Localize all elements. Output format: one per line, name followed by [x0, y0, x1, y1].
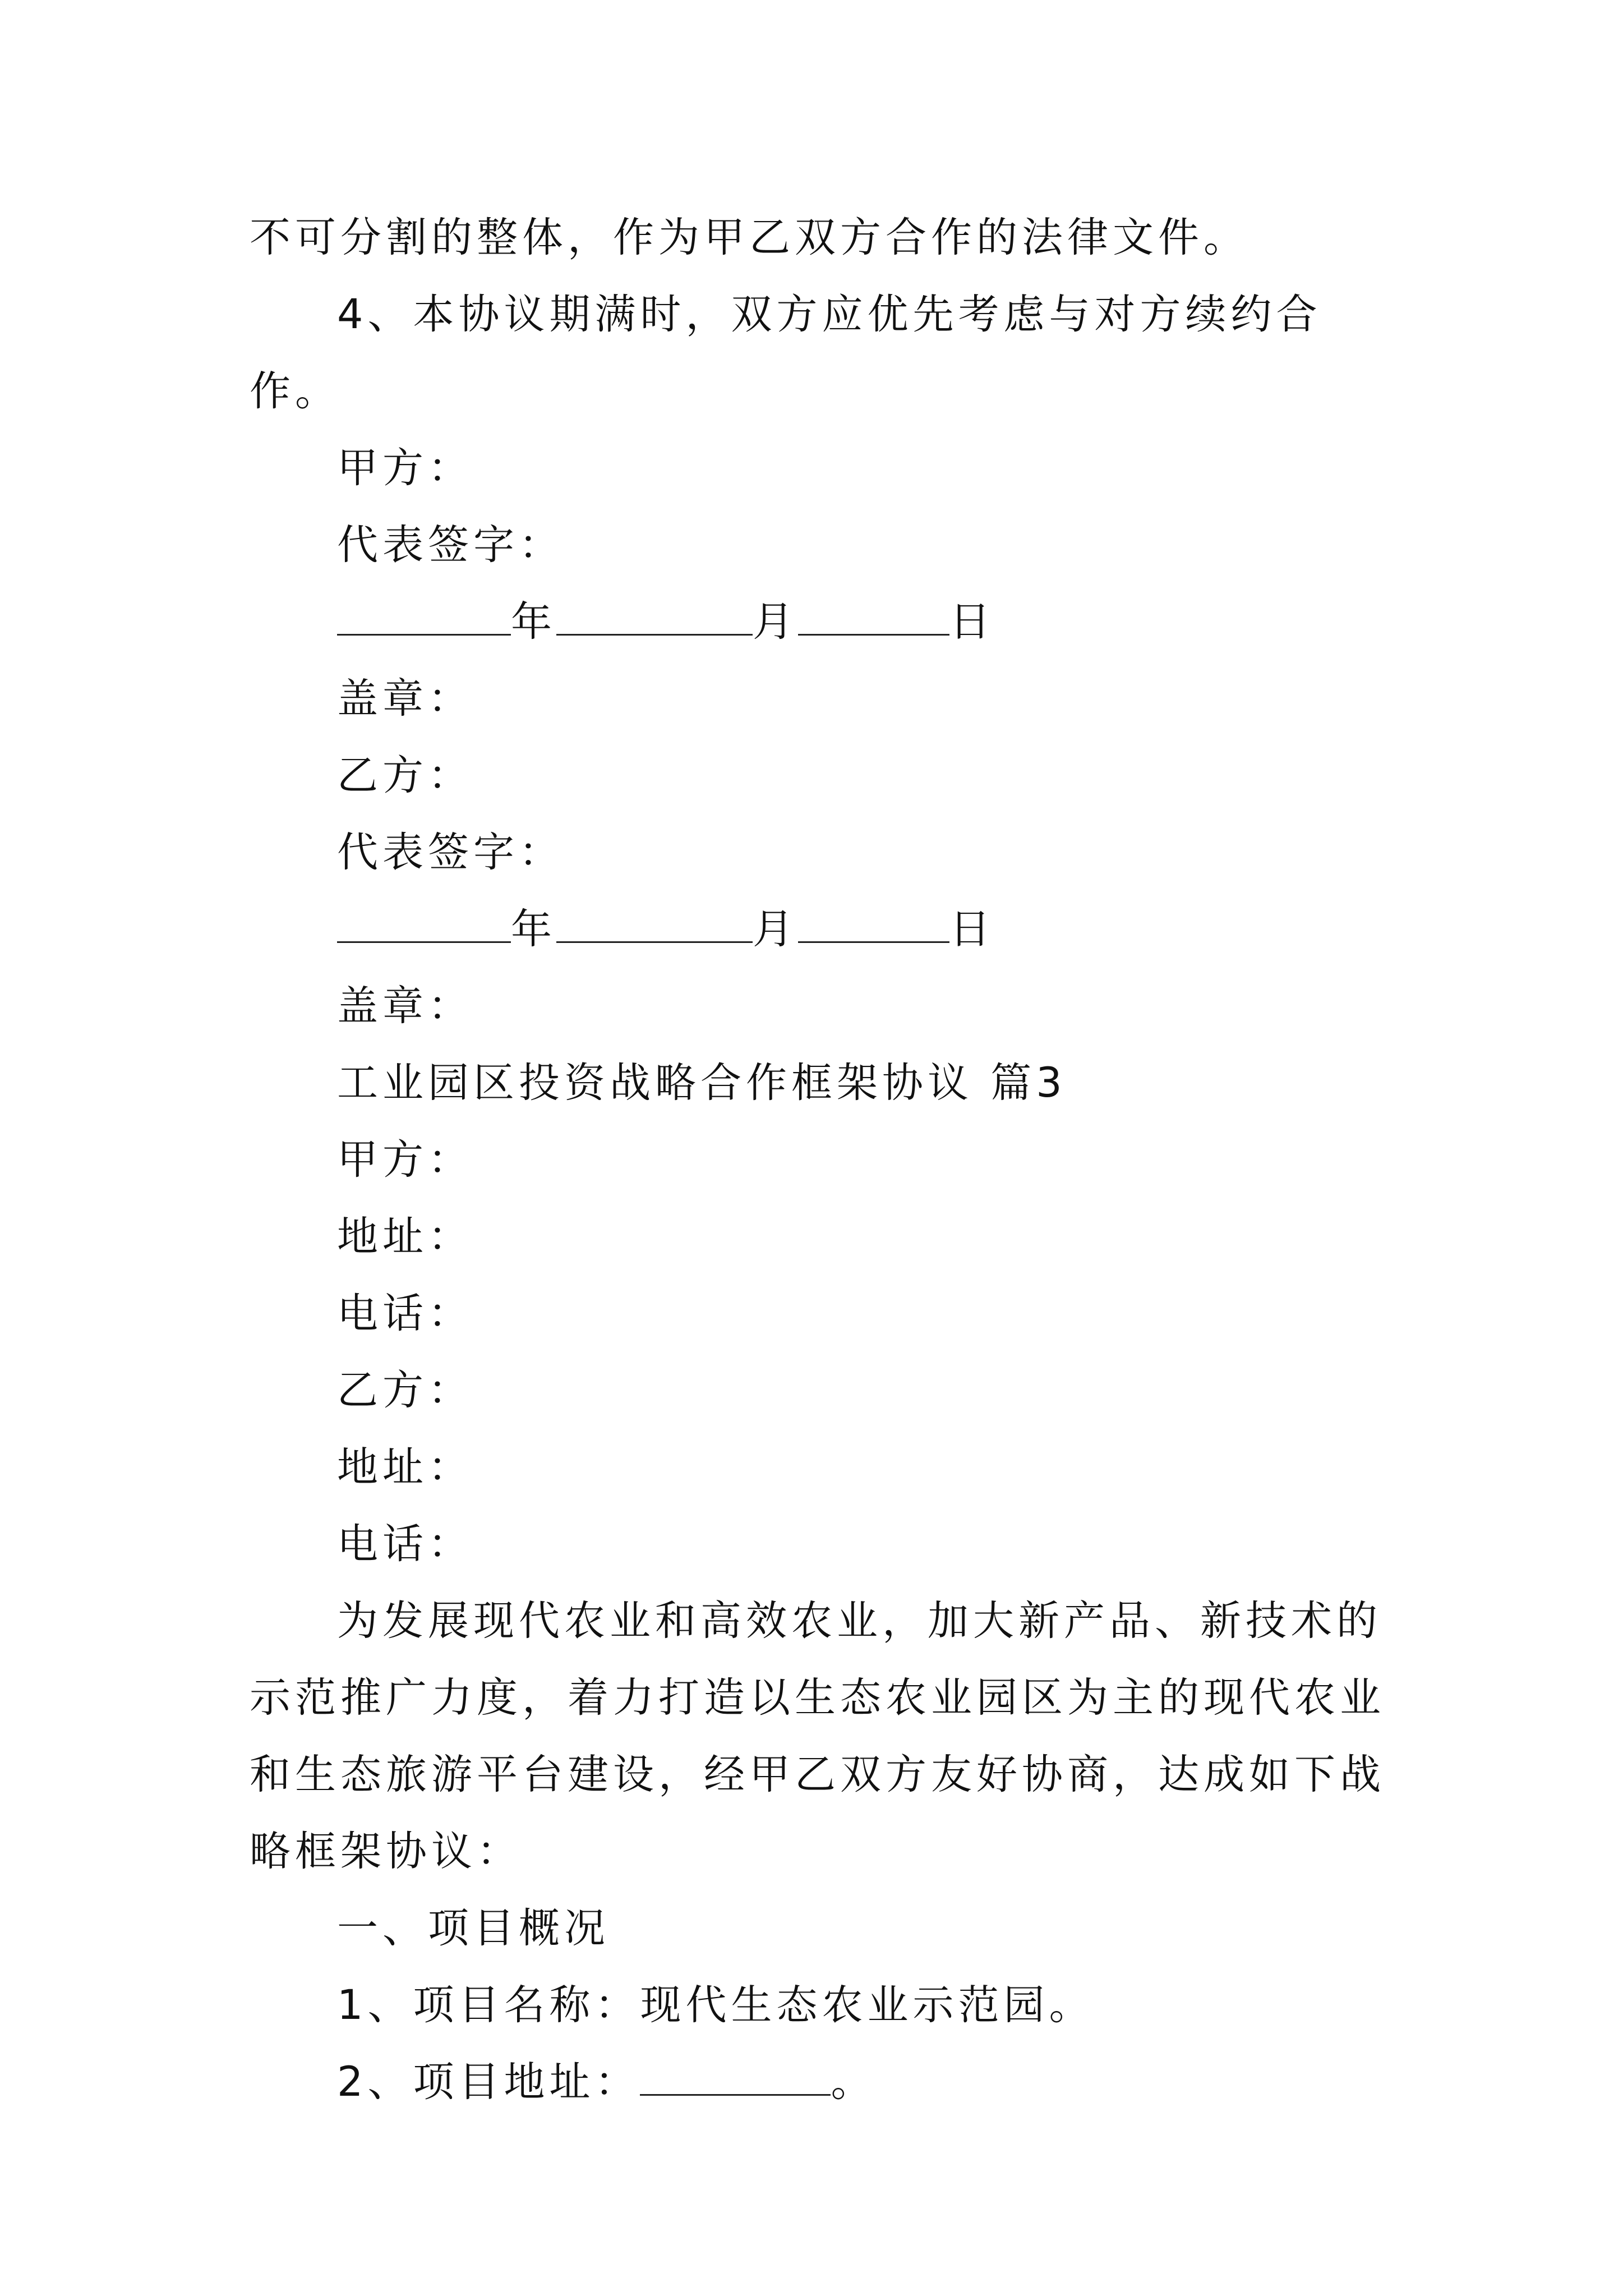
year-blank [337, 900, 511, 943]
party-b-label: 乙方： [337, 1366, 473, 1414]
year-label: 年 [511, 905, 556, 953]
month-blank [556, 900, 753, 943]
party-b-label: 乙方： [337, 752, 473, 799]
party-b-seal-label: 盖章： [337, 982, 473, 1030]
month-blank [556, 592, 753, 636]
party-b-address-label: 地址： [337, 1443, 473, 1491]
party-a-phone-label: 电话： [337, 1290, 473, 1337]
party-a-signature-label: 代表签字： [337, 521, 564, 569]
party-a-seal-label: 盖章： [337, 675, 473, 723]
preamble-paragraph: 为发展现代农业和高效农业，加大新产品、新技术的示范推广力度，着力打造以生态农业园区为主的现代农业和生态旅游平台建设，经甲乙双方友好协商，达成如下战略框架协议： [250, 1597, 1385, 1875]
year-label: 年 [511, 598, 556, 646]
party-b-signature-label: 代表签字： [337, 829, 564, 876]
party-a-label: 甲方： [337, 444, 473, 492]
heading-project-overview: 一、项目概况 [337, 1904, 610, 1952]
project-address-line [250, 2044, 1394, 2120]
party-a-date-line [250, 583, 1394, 660]
document-body [250, 199, 1394, 2120]
day-blank [798, 592, 949, 636]
day-label: 日 [949, 905, 995, 953]
day-blank [798, 900, 949, 943]
party-a-label: 甲方： [337, 1136, 473, 1184]
project-address-blank [640, 2053, 831, 2096]
month-label: 月 [753, 905, 798, 953]
day-label: 日 [949, 598, 995, 646]
project-address-label: 2、项目地址： [337, 2058, 640, 2106]
project-address-suffix: 。 [831, 2058, 877, 2106]
party-a-address-label: 地址： [337, 1213, 473, 1260]
party-b-date-line [250, 891, 1394, 968]
paragraph-continuation: 不可分割的整体，作为甲乙双方合作的法律文件。 [250, 214, 1249, 261]
party-b-phone-label: 电话： [337, 1520, 473, 1568]
section-title: 工业园区投资战略合作框架协议 篇3 [337, 1059, 1067, 1107]
month-label: 月 [753, 598, 798, 646]
clause-4: 4、本协议期满时，双方应优先考虑与对方续约合作。 [250, 291, 1322, 415]
project-name-line: 1、项目名称：现代生态农业示范园。 [337, 1981, 1095, 2029]
year-blank [337, 592, 511, 636]
